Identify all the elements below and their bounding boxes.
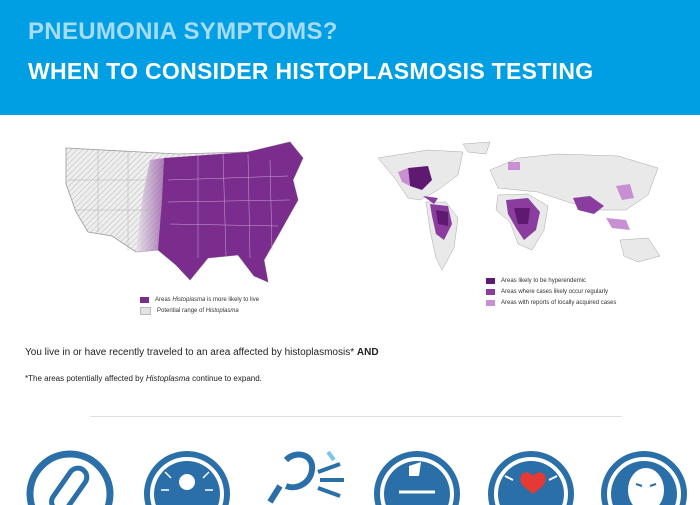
world-legend-item: Areas where cases likely occur regularly — [486, 286, 616, 297]
legend-swatch — [486, 278, 495, 284]
shortness-of-breath-icon — [369, 446, 465, 505]
header-title: WHEN TO CONSIDER HISTOPLASMOSIS TESTING — [28, 58, 594, 84]
chest-pain-icon — [483, 446, 579, 505]
us-map-legend — [140, 294, 259, 316]
us-map — [58, 140, 308, 290]
legend-swatch — [140, 307, 151, 315]
world-legend-item: Areas likely to be hyperendemic — [486, 275, 616, 286]
thermometer-icon — [22, 446, 118, 505]
fatigue-icon — [596, 446, 692, 505]
criteria-text: You live in or have recently traveled to an area affected by histoplasmosis* AND — [25, 347, 379, 358]
world-map-legend — [486, 275, 616, 308]
divider — [90, 416, 622, 417]
legend-swatch — [486, 300, 495, 306]
chills-icon — [139, 446, 235, 505]
legend-swatch — [486, 289, 495, 295]
us-legend-item: Potential range of Histoplasma — [140, 305, 259, 316]
us-legend-item: Areas Histoplasma is more likely to live — [140, 294, 259, 305]
header-banner — [0, 0, 700, 115]
legend-swatch — [140, 297, 149, 303]
world-map — [368, 140, 668, 280]
world-legend-item: Areas with reports of locally acquired cases — [486, 297, 616, 308]
cough-icon — [256, 446, 352, 505]
header-subtitle: PNEUMONIA SYMPTOMS? — [28, 18, 338, 45]
footnote-text: *The areas potentially affected by Histoplasma continue to expand. — [25, 374, 262, 383]
